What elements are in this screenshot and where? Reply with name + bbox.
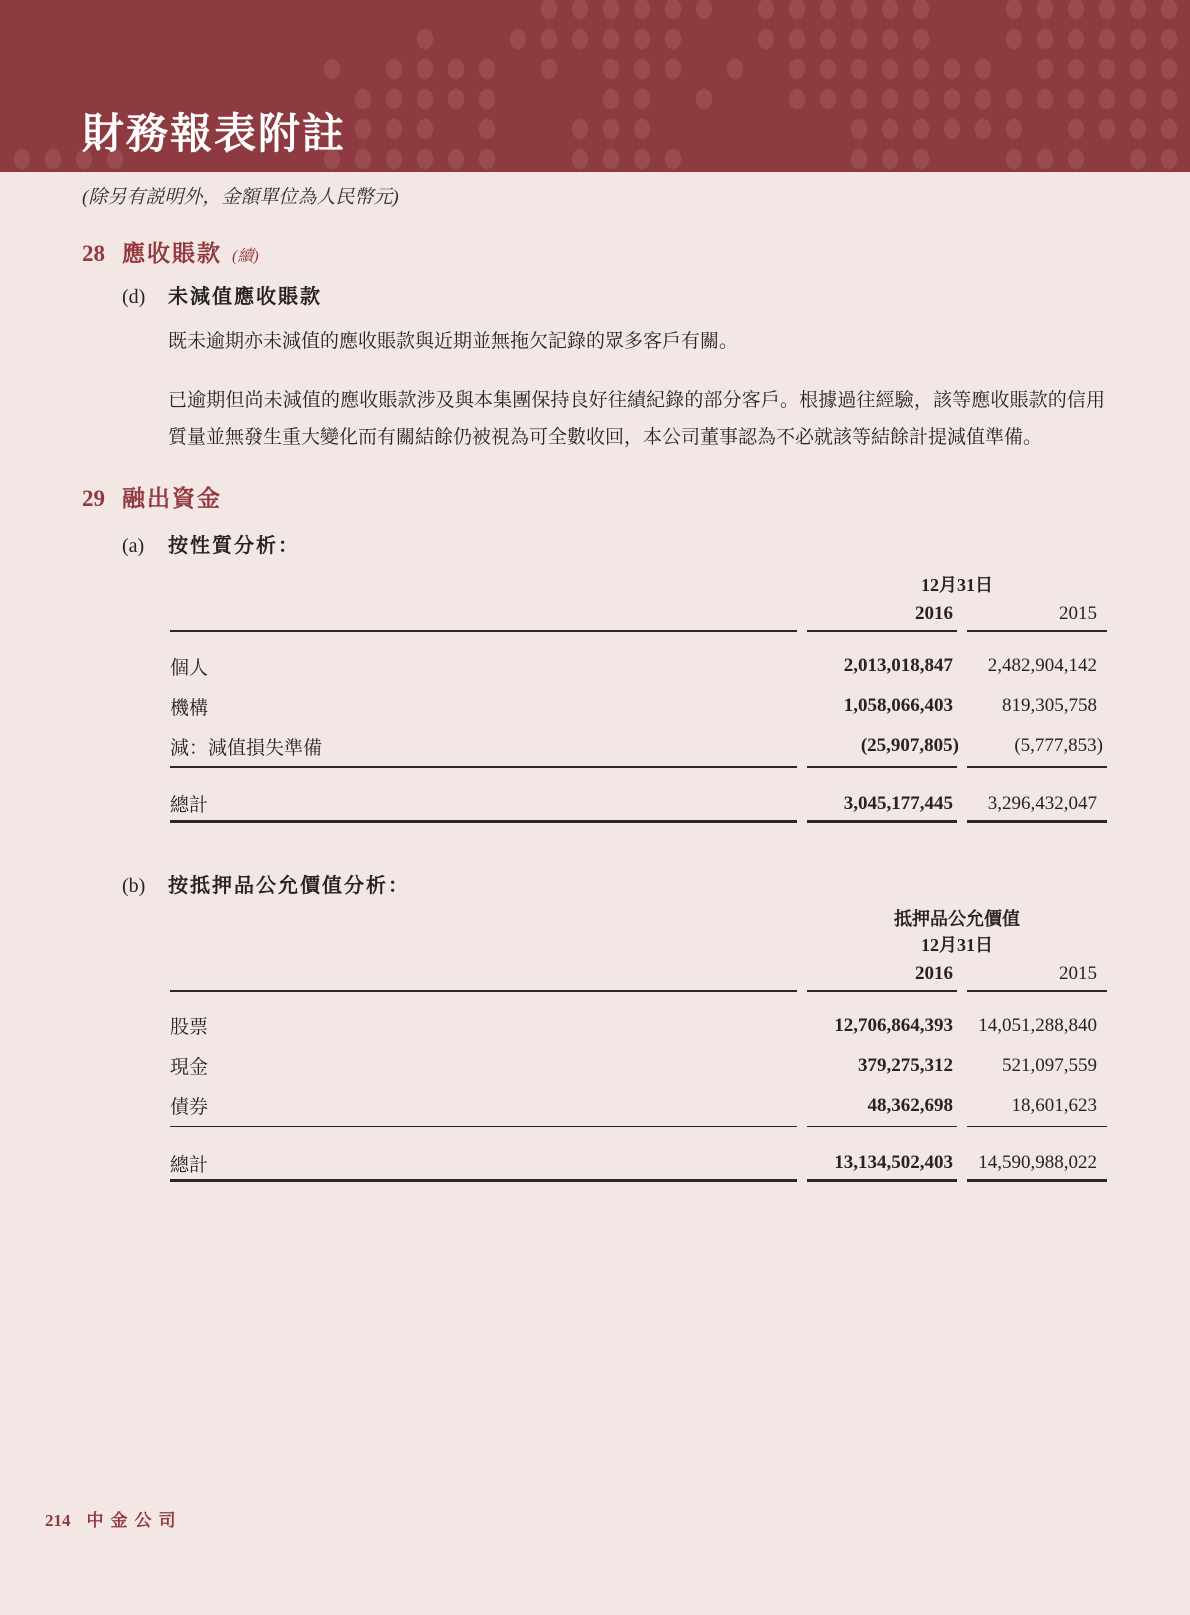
section-title: 應收賬款 — [122, 241, 222, 266]
value-2016: 2,013,018,847 — [843, 655, 953, 676]
page-number: 214 — [45, 1511, 71, 1530]
subsection-a-heading — [122, 529, 1190, 558]
column-header-2016: 2016 — [915, 603, 953, 624]
section-number: 29 — [82, 486, 105, 511]
table-row — [170, 1086, 1107, 1126]
paragraph: 既未逾期亦未減值的應收賬款與近期並無拖欠記錄的眾多客戶有關。 — [168, 331, 739, 352]
table-row — [170, 1046, 1107, 1086]
table-row — [170, 1006, 1107, 1046]
table-body — [170, 992, 1107, 1126]
collateral-fair-value-table — [170, 906, 1107, 1183]
section-29 — [0, 480, 1190, 1182]
section-title: 融出資金 — [122, 486, 222, 511]
subsection-title: 未減值應收賬款 — [168, 286, 322, 308]
continued-note: (續) — [232, 248, 259, 265]
row-label: 現金 — [170, 1057, 209, 1078]
total-2016: 13,134,502,403 — [834, 1152, 953, 1173]
value-2016: 379,275,312 — [858, 1054, 953, 1076]
subsection-b-heading — [122, 869, 1190, 898]
table-rule — [170, 766, 1107, 768]
value-2015: 2,482,904,142 — [987, 655, 1097, 676]
table-total-row — [170, 788, 1107, 820]
table-row — [170, 646, 1107, 686]
subsection-label: (b) — [122, 874, 146, 897]
subsection-title: 按性質分析： — [168, 535, 300, 557]
table-row — [170, 726, 1107, 766]
total-2015: 14,590,988,022 — [978, 1152, 1097, 1173]
column-header-2015: 2015 — [1059, 962, 1097, 984]
row-label: 減：減值損失準備 — [170, 737, 323, 759]
value-2015: 521,097,559 — [1002, 1054, 1097, 1076]
value-2016: 1,058,066,403 — [843, 695, 953, 716]
subsection-label: (d) — [122, 286, 146, 308]
value-2015: (5,777,853) — [1014, 735, 1103, 756]
table-body — [170, 632, 1107, 766]
value-2015: 819,305,758 — [1002, 695, 1097, 716]
company-name: 中金公司 — [86, 1511, 183, 1530]
table-rule — [170, 630, 1107, 632]
table-rule — [170, 1179, 1107, 1182]
subsection-label: (a) — [122, 535, 145, 557]
value-2016: 12,706,864,393 — [834, 1014, 953, 1036]
total-label: 總計 — [170, 795, 209, 816]
currency-note: (除另有説明外，金額單位為人民幣元) — [82, 187, 399, 208]
page-title: 財務報表附註 — [82, 112, 347, 158]
value-2016: (25,907,805) — [860, 735, 959, 756]
page-footer — [45, 1506, 183, 1531]
paragraph: 已逾期但尚未減值的應收賬款涉及與本集團保持良好往績紀錄的部分客戶。根據過往經驗，該等應收賬款的信用質量並無發生重大變化而有關結餘仍被視為可全數收回，本公司董事認為不必就該等結餘計提減值準備。 — [168, 390, 1105, 448]
value-2015: 14,051,288,840 — [978, 1014, 1097, 1036]
page-banner — [0, 0, 1190, 172]
table-group-header: 抵押品公允價值 — [894, 908, 1020, 929]
row-label: 股票 — [170, 1017, 209, 1038]
subsection-d-heading — [122, 280, 1190, 309]
section-29-heading — [82, 480, 1190, 513]
table-year-header-row — [170, 958, 1107, 990]
table-rule — [170, 990, 1107, 992]
section-number: 28 — [82, 241, 105, 266]
value-2015: 18,601,623 — [1011, 1094, 1097, 1116]
row-label: 機構 — [170, 697, 209, 719]
value-2016: 48,362,698 — [867, 1094, 953, 1116]
table-rule — [170, 1126, 1107, 1128]
column-header-2016: 2016 — [915, 962, 953, 984]
total-label: 總計 — [170, 1154, 209, 1176]
total-2016: 3,045,177,445 — [843, 792, 953, 814]
section-28-heading — [82, 235, 1190, 268]
row-label: 個人 — [170, 657, 209, 679]
table-total-row — [170, 1147, 1107, 1179]
section-28 — [0, 235, 1190, 456]
subsection-title: 按抵押品公允價值分析： — [168, 874, 410, 897]
table-date-header: 12月31日 — [921, 575, 993, 595]
table-year-header-row — [170, 598, 1107, 630]
table-date-header: 12月31日 — [921, 934, 993, 955]
row-label: 債券 — [170, 1097, 209, 1118]
column-header-2015: 2015 — [1059, 603, 1097, 624]
total-2015: 3,296,432,047 — [987, 792, 1097, 814]
loans-by-nature-table — [170, 572, 1107, 823]
table-row — [170, 686, 1107, 726]
table-rule — [170, 820, 1107, 823]
